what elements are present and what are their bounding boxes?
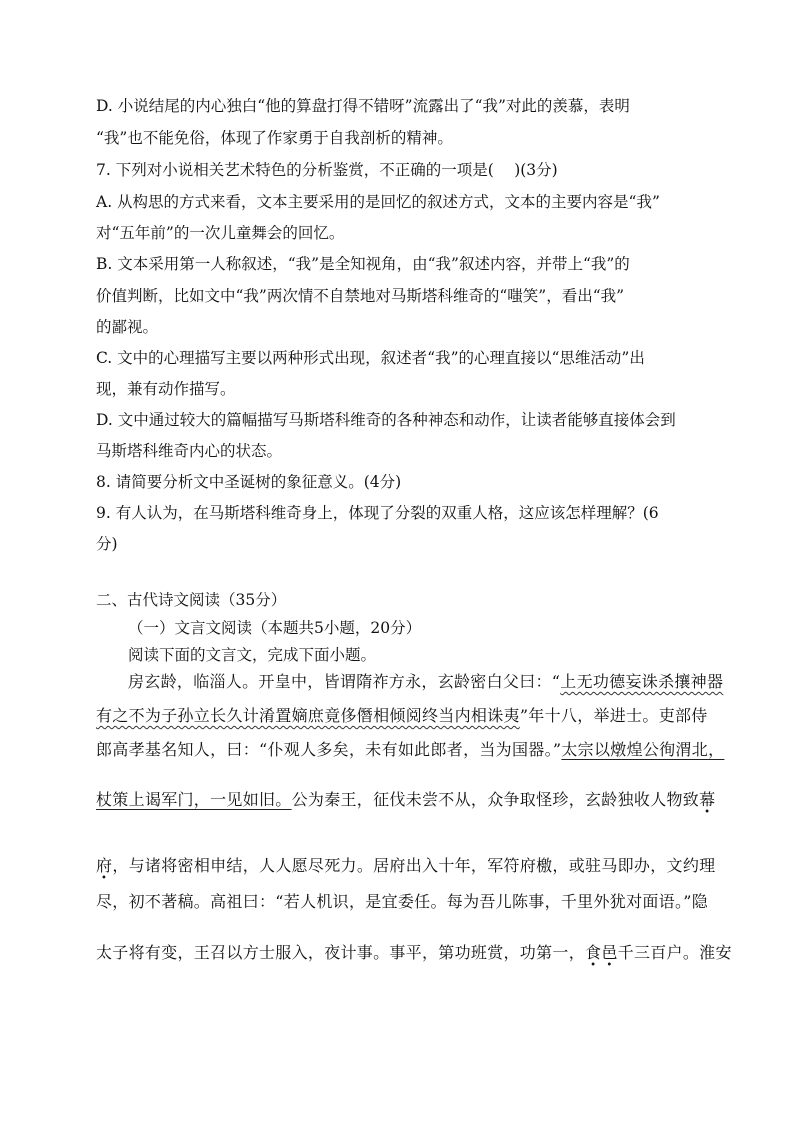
passage-text: 房玄龄，临淄人。开皇中，皆谓隋祚方永，玄龄密白父曰：“ bbox=[128, 672, 561, 691]
translation-task-underlined: 杖策上谒军门，一见如旧。 bbox=[96, 790, 292, 809]
q7-option-d-line1: D. 文中通过较大的篇幅描写马斯塔科维奇的各种神态和动作，让读者能够直接体会到 bbox=[96, 411, 676, 429]
q8-question: 8. 请简要分析文中圣诞树的象征意义。(4分) bbox=[96, 473, 402, 491]
passage-text: 郎高孝基名知人，曰：“仆观人多矣，未有如此郎者，当为国器。” bbox=[96, 740, 562, 759]
punctuation-task-underlined: 有之不为子孙立长久计淆置嫡庶竟侈僭相倾阅终当内相诛夷 bbox=[96, 706, 520, 725]
passage-line-6: 尽，初不著稿。高祖曰：“若人机识，是宜委任。每为吾儿陈事，千里外犹对面语。”隐 bbox=[96, 892, 709, 911]
passage-text: ”年十八，举进士。吏部侍 bbox=[519, 706, 708, 725]
q9-question-line1: 9. 有人认为，在马斯塔科维奇身上，体现了分裂的双重人格，这应该怎样理解？(6 bbox=[96, 504, 659, 522]
passage-line-7 bbox=[96, 942, 740, 964]
punctuation-task-underlined: 上无功德妄诛杀攘神器 bbox=[560, 672, 724, 691]
passage-text: ，与诸将密相申结，人人愿尽死力。居府出入十年，军符府檄，或驻马即办，文约理 bbox=[112, 856, 716, 875]
q7-option-d-line2: 马斯塔科维奇内心的状态。 bbox=[96, 442, 283, 460]
q7-option-a-line2: 对“五年前”的一次儿童舞会的回忆。 bbox=[96, 224, 345, 242]
dotted-word: 府 bbox=[96, 856, 113, 875]
q7-option-b-line3: 的鄙视。 bbox=[96, 318, 159, 336]
passage-line-2 bbox=[96, 705, 740, 727]
q9-question-line2: 分) bbox=[96, 535, 118, 553]
q7-option-c-line2: 现，兼有动作描写。 bbox=[96, 380, 236, 398]
q7-stem: 7. 下列对小说相关艺术特色的分析鉴赏，不正确的一项是( )(3分) bbox=[96, 161, 558, 179]
reading-instruction: 阅读下面的文言文，完成下面小题。 bbox=[128, 646, 377, 664]
translation-task-underlined: 太宗以燉煌公徇渭北， bbox=[561, 740, 725, 759]
dotted-word: 食 bbox=[585, 943, 602, 962]
passage-line-5 bbox=[96, 855, 740, 877]
passage-line-1 bbox=[128, 671, 740, 693]
passage-text: 千三百户。淮安 bbox=[617, 943, 732, 962]
dotted-word: 幕 bbox=[699, 790, 716, 809]
passage-text: 公为秦王，征伐未尝不从，众争取怪珍，玄龄独收人物致 bbox=[291, 790, 700, 809]
q7-option-b-line2: 价值判断，比如文中“我”两次情不自禁地对马斯塔科维奇的“嗤笑”，看出“我” bbox=[96, 287, 625, 305]
section-subtitle: （一）文言文阅读（本题共5小题，20分） bbox=[128, 619, 422, 637]
passage-text: 太子将有变，王召以方士服入，夜计事。事平，第功班赏，功第一， bbox=[96, 943, 586, 962]
q6-option-d-line1: D. 小说结尾的内心独白“他的算盘打得不错呀”流露出了“我”对此的羡慕，表明 bbox=[96, 97, 630, 115]
section-title: 二、古代诗文阅读（35分） bbox=[96, 591, 287, 609]
passage-line-3 bbox=[96, 739, 740, 761]
q6-option-d-line2: “我”也不能免俗，体现了作家勇于自我剖析的精神。 bbox=[96, 129, 453, 147]
q7-option-c-line1: C. 文中的心理描写主要以两种形式出现，叙述者“我”的心理直接以“思维活动”出 bbox=[96, 349, 645, 367]
q7-option-a-line1: A. 从构思的方式来看，文本主要采用的是回忆的叙述方式，文本的主要内容是“我” bbox=[96, 193, 660, 211]
passage-line-4 bbox=[96, 789, 740, 811]
q7-option-b-line1: B. 文本采用第一人称叙述，“我”是全知视角，由“我”叙述内容，并带上“我”的 bbox=[96, 255, 630, 273]
dotted-word: 邑 bbox=[601, 943, 618, 962]
